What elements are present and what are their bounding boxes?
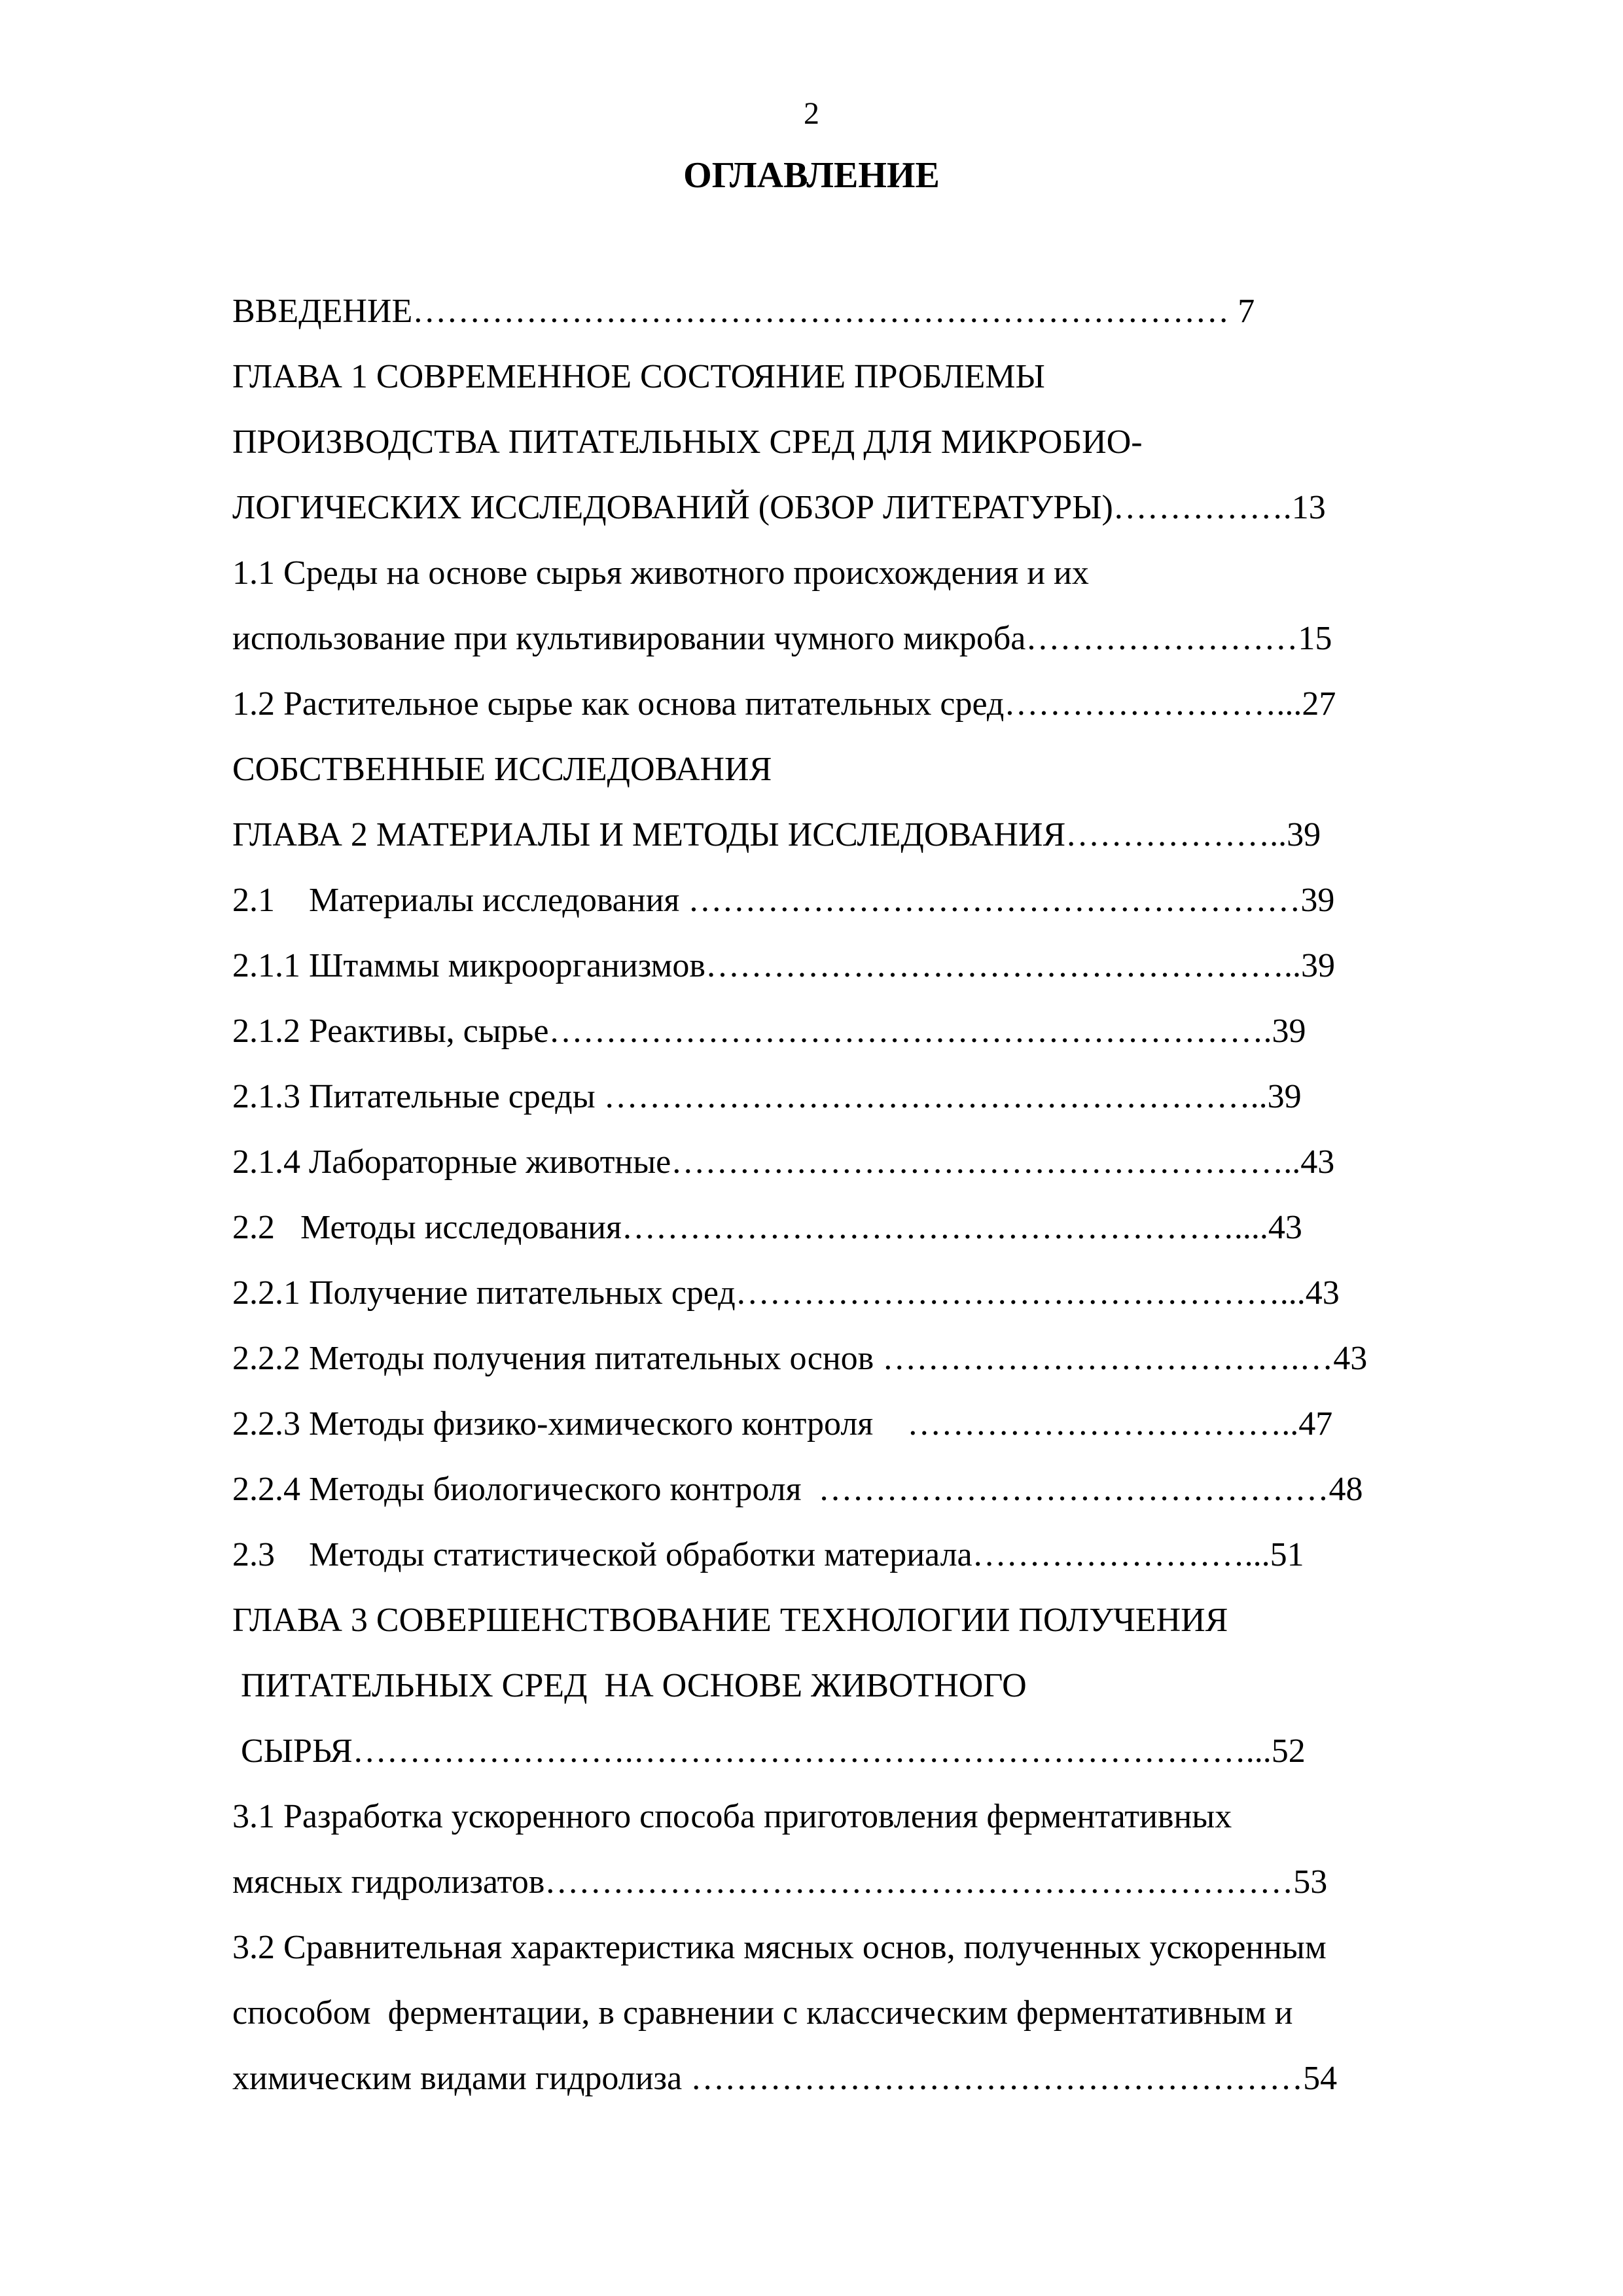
- toc-entry: 2.2 Методы исследования………………………………………………....43: [232, 1209, 1302, 1246]
- toc-entry: СОБСТВЕННЫЕ ИССЛЕДОВАНИЯ: [232, 751, 772, 788]
- toc-entry: 2.2.3 Методы физико-химического контроля ……………………………..47: [232, 1405, 1333, 1443]
- toc-entry: ВВЕДЕНИЕ……………………………………………………………… 7: [232, 293, 1255, 330]
- toc-entry: ГЛАВА 3 СОВЕРШЕНСТВОВАНИЕ ТЕХНОЛОГИИ ПОЛУЧЕНИЯ: [232, 1602, 1228, 1639]
- toc-entry: 2.1.1 Штаммы микроорганизмов……………………………………………..39: [232, 947, 1335, 984]
- page-number: 2: [804, 96, 819, 131]
- toc-entry: 3.1 Разработка ускоренного способа приготовления ферментативных: [232, 1798, 1232, 1835]
- toc-entry: СЫРЬЯ…………………….………………………………………………...52: [232, 1732, 1306, 1770]
- toc-entry: использование при культивировании чумного микроба……………………15: [232, 620, 1332, 657]
- toc-entry: 2.2.4 Методы биологического контроля ………………………………………48: [232, 1471, 1363, 1508]
- page-title: ОГЛАВЛЕНИЕ: [683, 155, 940, 196]
- toc-entry: 2.1.2 Реактивы, сырье……………………………………………………….39: [232, 1013, 1306, 1050]
- toc-entry: 1.1 Среды на основе сырья животного происхождения и их: [232, 554, 1089, 592]
- toc-entry: мясных гидролизатов…………………………………………………………53: [232, 1863, 1328, 1901]
- toc-entry: 2.1 Материалы исследования ………………………………………………39: [232, 882, 1335, 919]
- toc-entry: ЛОГИЧЕСКИХ ИССЛЕДОВАНИЙ (ОБЗОР ЛИТЕРАТУРЫ)…………….13: [232, 489, 1326, 526]
- toc-entry: 2.2.1 Получение питательных сред…………………………………………...43: [232, 1274, 1340, 1312]
- toc-entry: 2.1.3 Питательные среды …………………………………………………..39: [232, 1078, 1302, 1115]
- toc-entry: 3.2 Сравнительная характеристика мясных основ, полученных ускоренным: [232, 1929, 1327, 1966]
- toc-entry: ПИТАТЕЛЬНЫХ СРЕД НА ОСНОВЕ ЖИВОТНОГО: [232, 1667, 1027, 1704]
- toc-entry: 2.3 Методы статистической обработки материала……………………...51: [232, 1536, 1304, 1573]
- toc-entry: ГЛАВА 1 СОВРЕМЕННОЕ СОСТОЯНИЕ ПРОБЛЕМЫ: [232, 358, 1045, 395]
- toc-entry: способом ферментации, в сравнении с классическим ферментативным и: [232, 1994, 1293, 2032]
- toc-entry: 2.2.2 Методы получения питательных основ ……………………………….…43: [232, 1340, 1368, 1377]
- toc-entry: 1.2 Растительное сырье как основа питательных сред……………………...27: [232, 685, 1336, 723]
- toc-entry: ГЛАВА 2 МАТЕРИАЛЫ И МЕТОДЫ ИССЛЕДОВАНИЯ………………..39: [232, 816, 1321, 853]
- toc-entry: химическим видами гидролиза ………………………………………………54: [232, 2060, 1338, 2097]
- toc-entry: ПРОИЗВОДСТВА ПИТАТЕЛЬНЫХ СРЕД ДЛЯ МИКРОБИО-: [232, 423, 1143, 461]
- toc-entry: 2.1.4 Лабораторные животные………………………………………………..43: [232, 1143, 1335, 1181]
